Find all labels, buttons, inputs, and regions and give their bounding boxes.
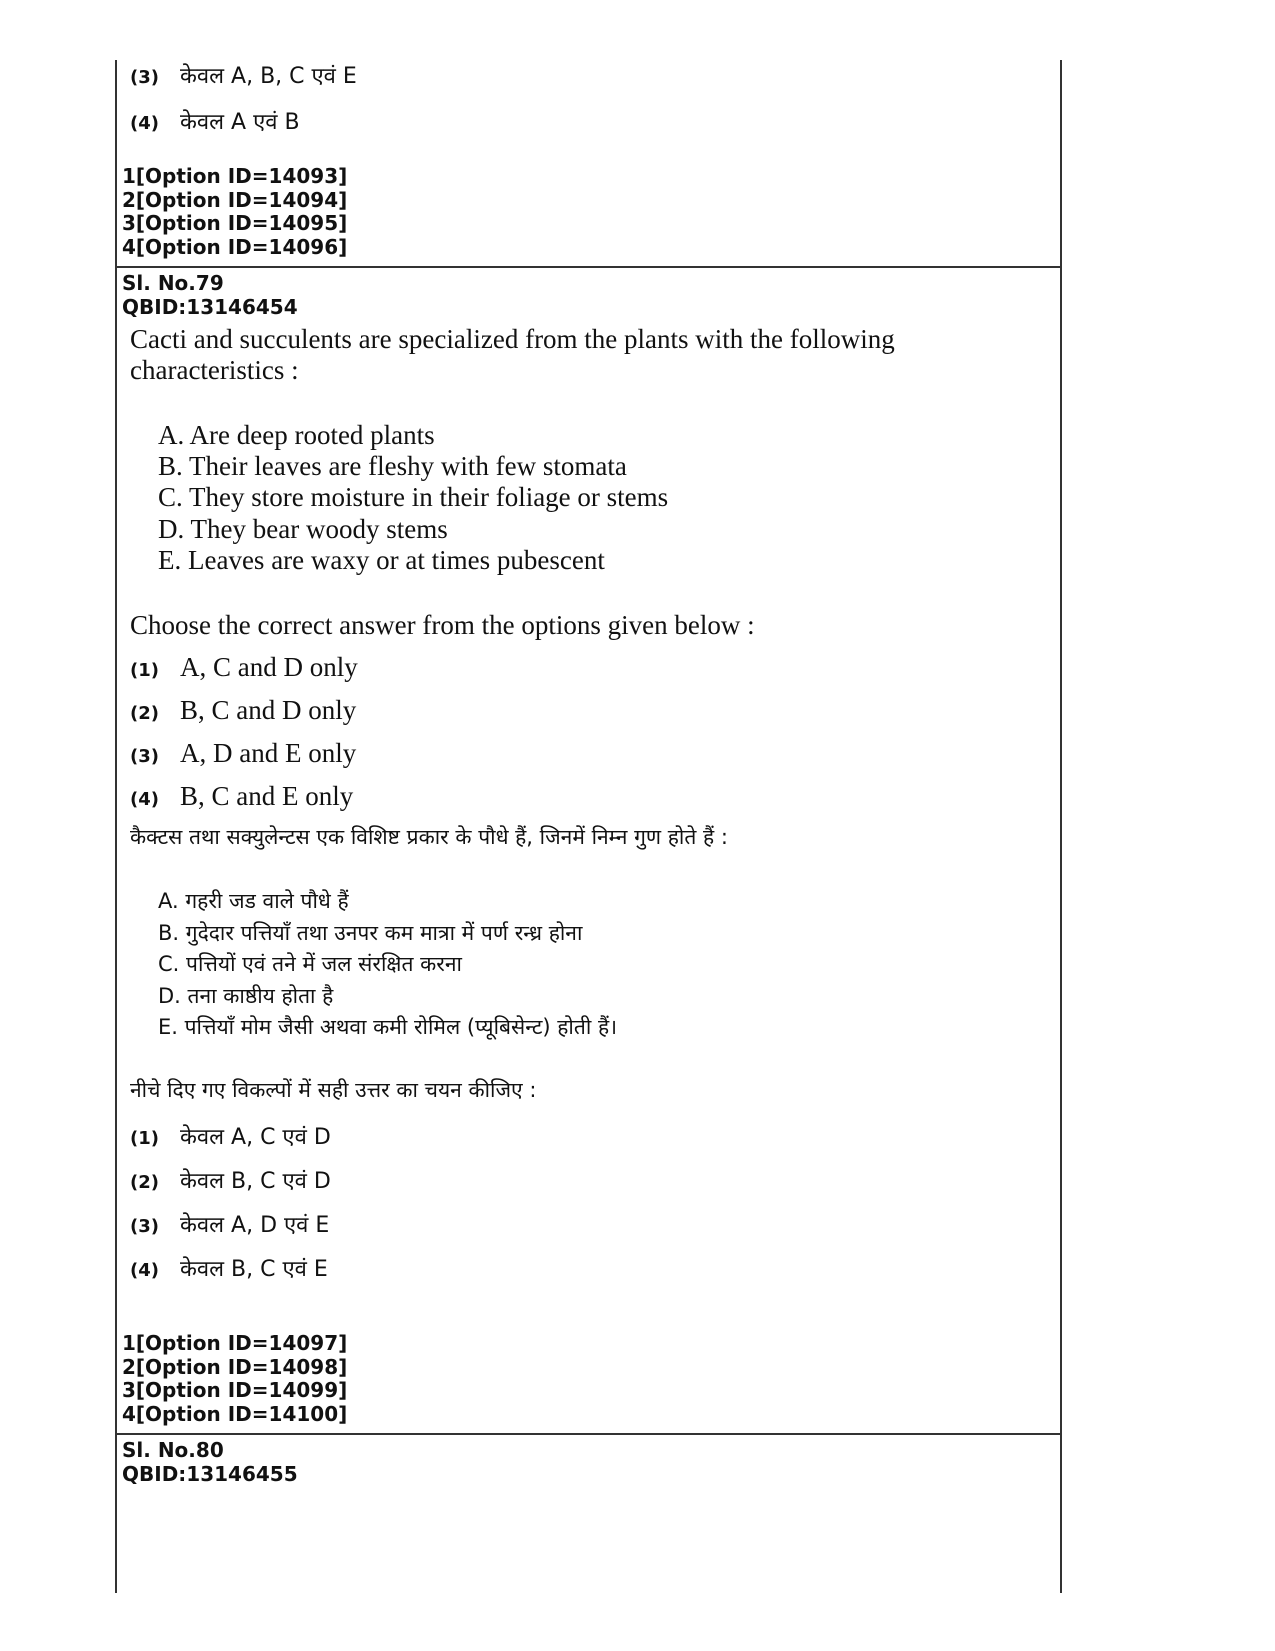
option-id: 3[Option ID=14099] <box>122 1378 348 1402</box>
q79-option-en-1 <box>130 652 358 683</box>
q79-option-hi-2 <box>130 1165 331 1195</box>
frame-left-border <box>115 60 117 1593</box>
statement: D. They bear woody stems <box>158 513 448 544</box>
q79-option-en-4 <box>130 781 353 812</box>
option-number: (4) <box>130 113 159 134</box>
statement: B. Their leaves are fleshy with few stomata <box>158 451 627 482</box>
statement: A. Are deep rooted plants <box>158 420 435 450</box>
q79-statements-en <box>158 420 668 576</box>
option-text: केवल A, C एवं D <box>180 1125 331 1150</box>
statement: B. गुदेदार पत्तियाँ तथा उनपर कम मात्रा में पर्ण रन्ध्र होना <box>158 920 583 945</box>
option-number: (2) <box>130 703 159 724</box>
option-text: A, C and D only <box>180 652 358 682</box>
option-text: B, C and D only <box>180 695 357 725</box>
q79-question-en: Cacti and succulents are specialized from the plants with the following characteristics : <box>130 324 895 385</box>
option-text: केवल A, B, C एवं E <box>180 64 357 89</box>
statement: E. पत्तियाँ मोम जैसी अथवा कमी रोमिल (प्यूबिसेन्ट) होती हैं। <box>158 1015 618 1039</box>
option-text: B, C and E only <box>180 781 354 811</box>
q79-option-hi-4 <box>130 1253 328 1283</box>
option-number: (4) <box>130 789 159 810</box>
question-bank-id: QBID:13146455 <box>122 1461 298 1486</box>
q79-option-en-2 <box>130 695 356 726</box>
option-id: 1[Option ID=14097] <box>122 1331 348 1355</box>
q79-question-hi: कैक्टस तथा सक्युलेन्टस एक विशिष्ट प्रकार के पौधे हैं, जिनमें निम्न गुण होते हैं : <box>130 825 728 849</box>
option-text: केवल B, C एवं E <box>180 1257 328 1282</box>
q79-header <box>122 272 298 319</box>
option-number: (4) <box>130 1260 159 1281</box>
prev-option-3 <box>130 60 357 90</box>
option-id: 4[Option ID=14096] <box>122 234 348 259</box>
option-id: 1[Option ID=14093] <box>122 164 348 188</box>
q79-statements-hi <box>158 886 617 1044</box>
q79-option-en-3 <box>130 738 356 769</box>
option-id: 2[Option ID=14098] <box>122 1354 348 1379</box>
option-text: केवल A एवं B <box>180 110 300 135</box>
option-number: (1) <box>130 1128 159 1149</box>
q79-choose-en: Choose the correct answer from the options given below : <box>130 610 755 640</box>
q80-header <box>122 1439 298 1486</box>
option-text: केवल A, D एवं E <box>180 1213 330 1238</box>
q79-option-hi-1 <box>130 1121 331 1151</box>
frame-right-border <box>1060 60 1062 1593</box>
divider-q79-q80 <box>115 1433 1062 1435</box>
question-bank-id: QBID:13146454 <box>122 294 298 319</box>
statement: D. तना काष्ठीय होता है <box>158 983 334 1008</box>
option-number: (2) <box>130 1172 159 1193</box>
option-text: केवल B, C एवं D <box>180 1169 331 1194</box>
serial-number: Sl. No.80 <box>122 1438 224 1462</box>
option-id: 4[Option ID=14100] <box>122 1401 348 1426</box>
serial-number: Sl. No.79 <box>122 271 224 295</box>
option-number: (3) <box>130 1216 159 1237</box>
option-number: (3) <box>130 67 159 88</box>
q79-option-hi-3 <box>130 1209 329 1239</box>
statement: E. Leaves are waxy or at times pubescent <box>158 544 605 575</box>
prev-option-4 <box>130 106 300 136</box>
q79-option-ids <box>122 1332 347 1426</box>
option-id: 3[Option ID=14095] <box>122 211 348 235</box>
statement: A. गहरी जड वाले पौधे हैं <box>158 889 349 913</box>
option-text: A, D and E only <box>180 738 357 768</box>
option-id: 2[Option ID=14094] <box>122 187 348 212</box>
prev-option-ids <box>122 165 347 259</box>
q79-choose-hi: नीचे दिए गए विकल्पों में सही उत्तर का चयन कीजिए : <box>130 1078 537 1102</box>
statement: C. पत्तियों एवं तने में जल संरक्षित करना <box>158 952 462 976</box>
option-number: (3) <box>130 746 159 767</box>
divider-q78-q79 <box>115 266 1062 268</box>
statement: C. They store moisture in their foliage or stems <box>158 482 669 513</box>
option-number: (1) <box>130 660 159 681</box>
